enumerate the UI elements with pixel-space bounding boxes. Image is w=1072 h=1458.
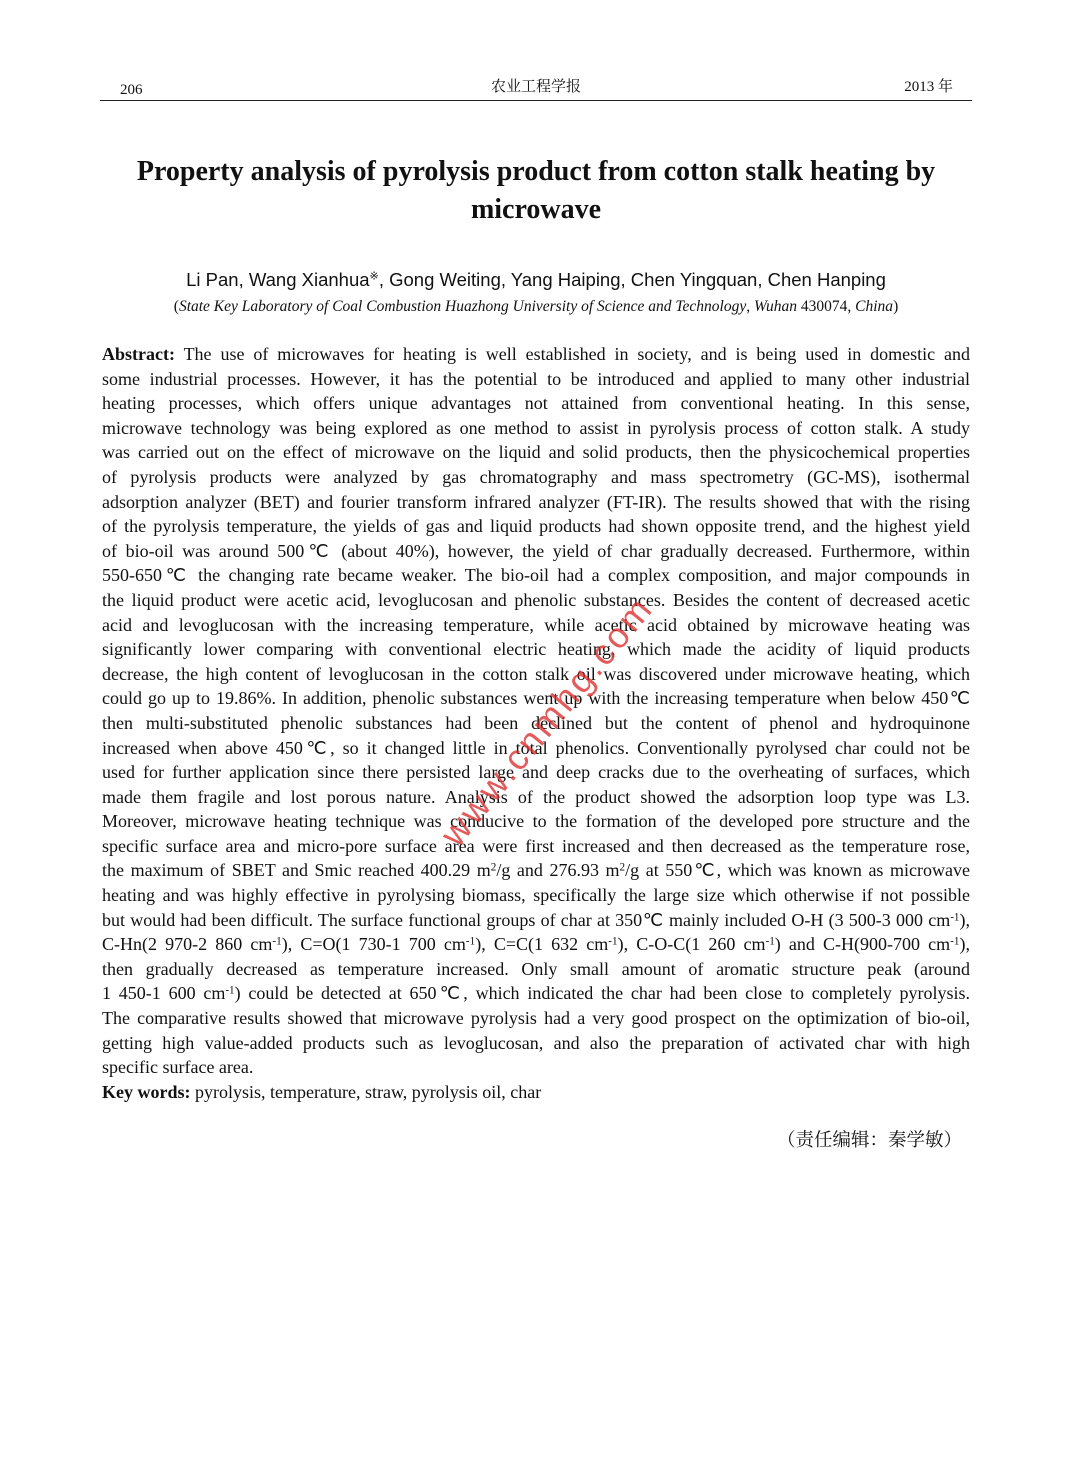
abstract-line: then gradually decreased as temperature increased. Only small amount of aromatic structure peak (around <box>102 958 970 979</box>
superscript: 2 <box>619 861 626 874</box>
affiliation <box>0 297 1072 317</box>
abstract-text: /g and 276.93 m <box>496 860 620 881</box>
affiliation-punct: ( <box>173 298 179 315</box>
author-names-continued: , Gong Weiting, Yang Haiping, Chen Yingquan, Chen Hanping <box>378 269 886 290</box>
abstract-line: acid and levoglucosan with the increasing temperature, while acetic acid obtained by microwave heating was <box>102 614 970 635</box>
abstract-line: increased when above 450℃, so it changed little in total phenolics. Conventionally pyrolysed char could not be <box>102 737 970 758</box>
abstract-line: of the pyrolysis temperature, the yields of gas and liquid products had shown opposite trend, and the highest yield <box>102 516 970 537</box>
abstract-block <box>102 342 970 1104</box>
superscript: -1 <box>765 935 775 948</box>
abstract-text: the maximum of SBET and Smic reached 400.29 m <box>102 860 491 881</box>
editor-note: （责任编辑：秦学敏） <box>776 1131 962 1151</box>
abstract-line: the liquid product were acetic acid, levoglucosan and phenolic substances. Besides the content of decreased acetic <box>102 589 970 610</box>
page-number: 206 <box>120 82 143 98</box>
abstract-text: The use of microwaves for heating is well established in society, and is being used in domestic and <box>183 344 970 364</box>
abstract-line: microwave technology was being explored as one method to assist in pyrolysis process of cotton stalk. A study <box>102 417 970 438</box>
abstract-line: decrease, the high content of levoglucosan in the cotton stalk oil was discovered under microwave heating, which <box>102 663 970 684</box>
abstract-text: ), C-O-C(1 260 cm <box>617 934 766 955</box>
abstract-text: /g at 550℃, which was known as microwave <box>625 860 970 881</box>
abstract-line <box>102 981 970 1006</box>
abstract-line: specific surface area and micro-pore surface area were first increased and then decreased as the temperature rose, <box>102 835 970 856</box>
affiliation-punct: ) <box>893 298 899 315</box>
abstract-text: ), C=O(1 730-1 700 cm <box>281 934 466 955</box>
superscript: -1 <box>225 984 235 997</box>
keywords-line <box>102 1080 970 1105</box>
journal-name: 农业工程学报 <box>490 79 581 95</box>
title-line: microwave <box>470 194 602 225</box>
abstract-line <box>102 932 970 957</box>
header-rule <box>100 100 972 101</box>
superscript: 2 <box>490 861 497 874</box>
author-list <box>0 268 1072 292</box>
abstract-line <box>102 908 970 933</box>
affiliation-country: China <box>855 298 894 315</box>
abstract-line: getting high value-added products such as levoglucosan, and also the preparation of activated char with high <box>102 1032 970 1053</box>
abstract-text: ), <box>959 934 970 955</box>
abstract-text: ), <box>959 909 970 930</box>
abstract-line: heating and was highly effective in pyrolysing biomass, specifically the large size which otherwise if not possible <box>102 885 970 906</box>
author-names: Li Pan, Wang Xianhua <box>186 269 370 290</box>
title-line: Property analysis of pyrolysis product from cotton stalk heating by <box>136 156 936 187</box>
superscript: -1 <box>950 935 960 948</box>
affiliation-punct: , <box>746 298 754 315</box>
abstract-line: made them fragile and lost porous nature. Analysis of the product showed the adsorption loop type was L3. <box>102 786 970 807</box>
superscript: -1 <box>950 911 960 924</box>
abstract-line: adsorption analyzer (BET) and fourier transform infrared analyzer (FT-IR). The results showed that with the rising <box>102 491 970 512</box>
keywords-label: Key words: <box>102 1081 191 1102</box>
abstract-text: ) and C-H(900-700 cm <box>774 934 951 955</box>
affiliation-city: Wuhan <box>753 298 798 315</box>
abstract-line: some industrial processes. However, it has the potential to be introduced and applied to many other industrial <box>102 368 970 389</box>
abstract-label: Abstract: <box>102 344 175 364</box>
publication-year: 2013 年 <box>904 79 953 95</box>
abstract-line: The comparative results showed that microwave pyrolysis had a very good prospect on the optimization of bio-oil, <box>102 1008 970 1029</box>
abstract-line: used for further application since there persisted large and deep cracks due to the overheating of surfaces, which <box>102 762 970 783</box>
abstract-line: Moreover, microwave heating technique was conducive to the formation of the developed pore structure and the <box>102 811 970 832</box>
abstract-line: of pyrolysis products were analyzed by gas chromatography and mass spectrometry (GC-MS), isothermal <box>102 466 970 487</box>
corresponding-author-mark: ※ <box>369 270 379 283</box>
abstract-text: but would had been difficult. The surface functional groups of char at 350℃ mainly included O-H (3 500-3 000 cm <box>102 909 951 930</box>
abstract-line <box>102 342 970 367</box>
abstract-line: 550-650℃ the changing rate became weaker. The bio-oil had a complex composition, and major compounds in <box>102 565 970 586</box>
keywords-text: pyrolysis, temperature, straw, pyrolysis oil, char <box>195 1081 542 1102</box>
abstract-line: specific surface area. <box>102 1057 254 1078</box>
affiliation-institution: State Key Laboratory of Coal Combustion Huazhong University of Science and Technology <box>178 298 747 315</box>
paper-title <box>0 153 1072 229</box>
abstract-line: of bio-oil was around 500℃ (about 40%), however, the yield of char gradually decreased. Furthermore, within <box>102 540 970 561</box>
superscript: -1 <box>465 935 476 948</box>
superscript: -1 <box>272 935 282 948</box>
abstract-line <box>102 858 970 883</box>
abstract-line: then multi-substituted phenolic substances had been declined but the content of phenol and hydroquinone <box>102 712 970 733</box>
abstract-line: heating processes, which offers unique advantages not attained from conventional heating. In this sense, <box>102 393 970 414</box>
abstract-text: C-Hn(2 970-2 860 cm <box>102 934 273 955</box>
abstract-line: was carried out on the effect of microwave on the liquid and solid products, then the physicochemical properties <box>102 442 970 463</box>
watermark: www.cnmhg.com <box>432 587 662 854</box>
abstract-text: ) could be detected at 650℃, which indicated the char had been close to completely pyrolysis. <box>234 983 970 1004</box>
abstract-text: ), C=C(1 632 cm <box>475 934 609 955</box>
abstract-text: 1 450-1 600 cm <box>102 983 226 1004</box>
abstract-line: significantly lower comparing with conventional electric heating, which made the acidity of liquid products <box>102 639 970 660</box>
affiliation-postcode: 430074, <box>797 298 856 315</box>
superscript: -1 <box>608 935 618 948</box>
abstract-line: could go up to 19.86%. In addition, phenolic substances went up with the increasing temperature when below 450℃ <box>102 688 970 709</box>
